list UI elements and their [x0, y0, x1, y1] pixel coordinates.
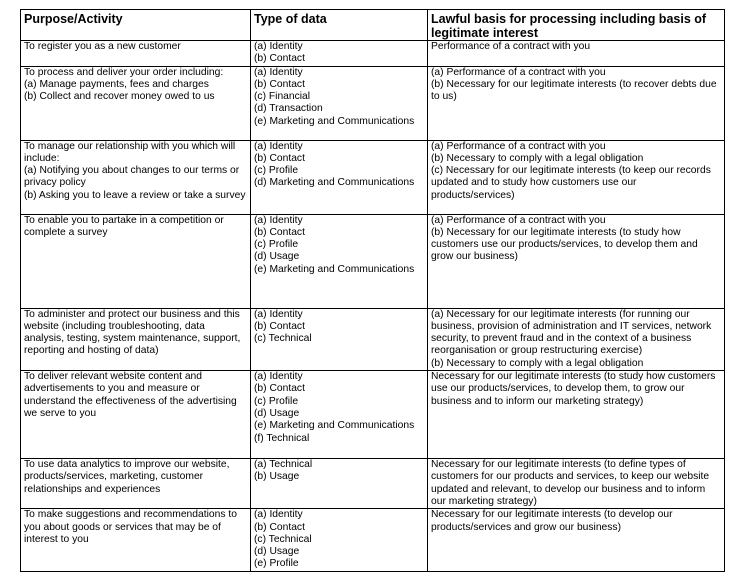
type-of-data-cell-line: (d) Marketing and Communications — [254, 177, 415, 189]
lawful-basis-cell — [428, 140, 725, 214]
purpose-cell-line: (a) Notifying you about changes to our terms or privacy policy — [24, 165, 240, 189]
table-row — [21, 308, 725, 370]
type-of-data-cell-line: (d) Usage — [254, 251, 300, 263]
purpose-cell-line: To manage our relationship with you which will include: — [24, 140, 236, 164]
type-of-data-cell-line: (b) Contact — [254, 521, 305, 533]
purpose-cell-line: To administer and protect our business and this website (including troubleshooting, data analysis, testing, system maintenance, support, reporting and hosting of data) — [24, 308, 241, 357]
purpose-cell-line: To enable you to partake in a competition or complete a survey — [24, 214, 224, 238]
type-of-data-cell-line: (a) Identity — [254, 140, 303, 152]
purpose-cell-line: (b) Collect and recover money owed to us — [24, 91, 215, 103]
type-of-data-cell-line: (a) Technical — [254, 459, 313, 471]
type-of-data-cell-line: (c) Profile — [254, 395, 299, 407]
lawful-basis-cell-line: (b) Necessary for our legitimate interests (to study how customers use our products/services, to develop them and grow our business) — [431, 226, 698, 263]
type-of-data-cell-line: (c) Financial — [254, 91, 311, 103]
lawful-basis-cell-line: (a) Performance of a contract with you — [431, 140, 606, 152]
table-header-row — [21, 10, 725, 41]
table-body — [21, 41, 725, 572]
lawful-basis-cell-line: (a) Performance of a contract with you — [431, 66, 606, 78]
data-processing-table — [20, 9, 725, 572]
purpose-cell-line: To deliver relevant website content and advertisements to you and measure or understand the effectiveness of the advertising we serve to you — [24, 371, 237, 419]
purpose-cell — [21, 308, 251, 370]
header-lawful-basis: Lawful basis for processing including basis of legitimate interest — [428, 10, 725, 41]
type-of-data-cell-line: (f) Technical — [254, 432, 310, 444]
type-of-data-cell-line: (e) Marketing and Communications — [254, 263, 415, 275]
purpose-cell-line: (b) Asking you to leave a review or take a survey — [24, 189, 246, 201]
type-of-data-cell — [251, 214, 428, 308]
type-of-data-cell-line: (c) Profile — [254, 239, 299, 251]
type-of-data-cell-line: (d) Usage — [254, 407, 300, 419]
type-of-data-cell-line: (c) Profile — [254, 165, 299, 177]
purpose-cell-line: To make suggestions and recommendations to you about goods or services that may be of interest to you — [24, 509, 237, 545]
purpose-cell — [21, 41, 251, 67]
type-of-data-cell-line: (a) Identity — [254, 308, 303, 320]
type-of-data-cell-line: (c) Technical — [254, 333, 312, 345]
lawful-basis-cell — [428, 509, 725, 571]
purpose-cell — [21, 66, 251, 140]
purpose-cell-line: To register you as a new customer — [24, 41, 181, 52]
lawful-basis-cell-line: Necessary for our legitimate interests (to study how customers use our products/services, to develop them, to grow our business and to inform our marketing strategy) — [431, 371, 716, 407]
header-purpose: Purpose/Activity — [21, 10, 251, 41]
type-of-data-cell-line: (b) Contact — [254, 383, 305, 395]
type-of-data-cell-line: (e) Marketing and Communications — [254, 115, 415, 127]
type-of-data-cell — [251, 308, 428, 370]
type-of-data-cell — [251, 459, 428, 509]
purpose-cell-line: To process and deliver your order including: — [24, 66, 224, 78]
lawful-basis-cell-line: (a) Performance of a contract with you — [431, 214, 606, 226]
type-of-data-cell-line: (b) Contact — [254, 53, 305, 65]
type-of-data-cell-line: (a) Identity — [254, 41, 303, 52]
lawful-basis-cell-line: Performance of a contract with you — [431, 41, 591, 52]
type-of-data-cell-line: (b) Contact — [254, 320, 305, 332]
purpose-cell — [21, 509, 251, 571]
type-of-data-cell-line: (b) Contact — [254, 152, 305, 164]
type-of-data-cell-line: (a) Identity — [254, 509, 303, 521]
table-row — [21, 509, 725, 571]
type-of-data-cell — [251, 66, 428, 140]
type-of-data-cell-line: (b) Usage — [254, 471, 300, 483]
lawful-basis-cell — [428, 41, 725, 67]
lawful-basis-cell-line: (b) Necessary to comply with a legal obligation — [431, 152, 644, 164]
lawful-basis-cell — [428, 66, 725, 140]
purpose-cell — [21, 140, 251, 214]
lawful-basis-cell-line: Necessary for our legitimate interests (to develop our products/services and grow our business) — [431, 509, 673, 533]
purpose-cell — [21, 459, 251, 509]
purpose-cell-line: To use data analytics to improve our website, products/services, marketing, customer relationships and experiences — [24, 459, 230, 495]
table-row — [21, 41, 725, 67]
purpose-cell — [21, 214, 251, 308]
type-of-data-cell-line: (c) Technical — [254, 533, 312, 545]
type-of-data-cell-line: (b) Contact — [254, 226, 305, 238]
type-of-data-cell-line: (d) Usage — [254, 546, 300, 558]
lawful-basis-cell-line: (c) Necessary for our legitimate interests (to keep our records updated and to study how customers use our products/services) — [431, 165, 711, 201]
type-of-data-cell-line: (b) Contact — [254, 78, 305, 90]
type-of-data-cell-line: (e) Profile — [254, 558, 299, 570]
lawful-basis-cell-line: Necessary for our legitimate interests (to define types of customers for our products and services, to keep our website updated and relevant, to develop our business and to inform our marketing strategy) — [431, 459, 710, 507]
type-of-data-cell-line: (a) Identity — [254, 371, 303, 383]
lawful-basis-cell — [428, 214, 725, 308]
table-row — [21, 140, 725, 214]
table-row — [21, 214, 725, 308]
table-row — [21, 66, 725, 140]
type-of-data-cell — [251, 371, 428, 459]
type-of-data-cell — [251, 41, 428, 67]
lawful-basis-cell — [428, 371, 725, 459]
type-of-data-cell-line: (a) Identity — [254, 214, 303, 226]
purpose-cell — [21, 371, 251, 459]
lawful-basis-cell — [428, 308, 725, 370]
lawful-basis-cell-line: (b) Necessary for our legitimate interests (to recover debts due to us) — [431, 78, 717, 103]
type-of-data-cell — [251, 509, 428, 571]
lawful-basis-cell-line: (b) Necessary to comply with a legal obligation — [431, 357, 644, 369]
header-type-of-data: Type of data — [251, 10, 428, 41]
table-row — [21, 459, 725, 509]
type-of-data-cell — [251, 140, 428, 214]
table-row — [21, 371, 725, 459]
type-of-data-cell-line: (d) Transaction — [254, 103, 323, 115]
lawful-basis-cell-line: (a) Necessary for our legitimate interests (for running our business, provision of administration and IT services, network security, to prevent fraud and in the context of a business reorganisation or group restructuring exercise) — [431, 308, 712, 357]
type-of-data-cell-line: (e) Marketing and Communications — [254, 420, 415, 432]
lawful-basis-cell — [428, 459, 725, 509]
type-of-data-cell-line: (a) Identity — [254, 66, 303, 78]
purpose-cell-line: (a) Manage payments, fees and charges — [24, 78, 209, 90]
